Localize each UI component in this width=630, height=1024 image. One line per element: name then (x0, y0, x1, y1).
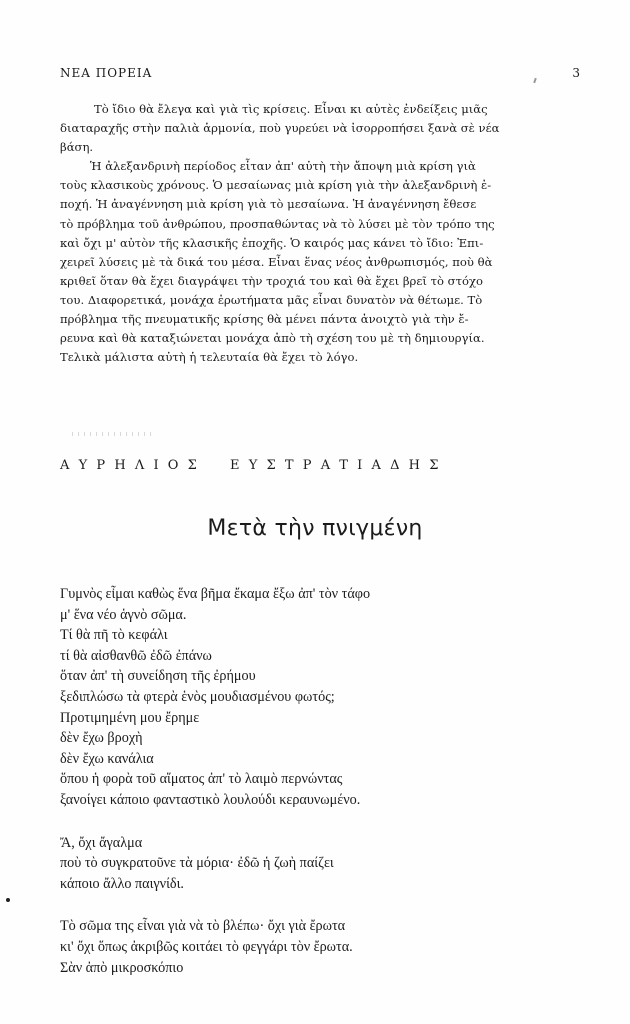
poem-line: δὲν ἔχω κανάλια (60, 750, 154, 767)
print-mark (533, 78, 537, 83)
poem-stanza (60, 584, 590, 811)
poem-line: ποὺ τὸ συγκρατοῦνε τὰ μόρια· ἐδῶ ἡ ζωὴ παίζει (60, 855, 334, 872)
essay-line: του. Διαφορετικά, μονάχα ἐρωτήματα μᾶς εἶναι δυνατὸν νὰ θέτωμε. Τὸ (60, 292, 483, 307)
essay-line: διαταραχῆς στὴν παλιὰ ἁρμονία, ποὺ γυρεύει νὰ ἰσορροπήσει ξανὰ σὲ νέα (60, 121, 500, 136)
margin-dot (6, 898, 10, 902)
poem-line: Ἄ, ὄχι ἄγαλμα (60, 834, 143, 851)
poem-line: κι' ὄχι ὅπως ἀκριβῶς κοιτάει τὸ φεγγάρι τὸν ἔρωτα. (60, 938, 353, 955)
poem-line: Τί θὰ πῆ τὸ κεφάλι (60, 627, 168, 644)
essay-line: καὶ ὄχι μ' αὐτὸν τῆς κλασικῆς ἐποχῆς. Ὁ καιρός μας κάνει τὸ ἴδιο: Ἐπι- (60, 235, 484, 250)
author-name (60, 458, 590, 473)
essay-line: Τελικὰ μάλιστα αὐτὴ ἡ τελευταία θὰ ἔχει τὸ λόγο. (60, 350, 359, 365)
poem-line: δὲν ἔχω βροχὴ (60, 730, 143, 747)
poem-line: ξανοίγει κάποιο φανταστικὸ λουλούδι κεραυνωμένο. (60, 791, 361, 808)
poem-line: ξεδιπλώσω τὰ φτερὰ ἑνὸς μουδιασμένου φωτός; (60, 688, 335, 705)
page-number: 3 (572, 66, 580, 80)
poem-line: Γυμνὸς εἶμαι καθὼς ἕνα βῆμα ἔκαμα ἔξω ἀπ' τὸν τάφο (60, 586, 371, 602)
poem-line: Τὸ σῶμα της εἶναι γιὰ νὰ τὸ βλέπω· ὄχι γιὰ ἔρωτα (60, 918, 346, 935)
essay-text (60, 100, 585, 367)
poem-title: Μετὰ τὴν πνιγμένη (207, 516, 423, 541)
print-speckle (72, 432, 152, 436)
essay-line: τὸ πρόβλημα τοῦ ἀνθρώπου, προσπαθώντας νὰ τὸ λύσει μὲ τὸν τρόπο της (60, 216, 495, 231)
poem-line: ὅπου ἡ φορὰ τοῦ αἵματος ἀπ' τὸ λαιμὸ περνώντας (60, 771, 343, 788)
poem-line: κάποιο ἄλλο παιγνίδι. (60, 875, 184, 892)
running-title: ΝΕΑ ΠΟΡΕΙΑ (60, 66, 153, 80)
poem-stanza (60, 916, 590, 978)
author-last-name: ΕΥΣΤΡΑΤΙΑΔΗΣ (230, 458, 448, 473)
essay-line: κριθεῖ ὅταν θὰ ἔχει διαγράψει τὴν τροχιά του καὶ θὰ ἔχει βρεῖ τὸ στόχο (60, 273, 483, 288)
poem-line: ὅταν ἀπ' τὴ συνείδηση τῆς ἐρήμου (60, 668, 256, 685)
essay-line: Τὸ ἴδιο θὰ ἔλεγα καὶ γιὰ τὶς κρίσεις. Εἶναι κι αὐτὲς ἐνδείξεις μιᾶς (94, 102, 488, 116)
essay-line: χειρεῖ λύσεις μὲ τὰ δικά του μέσα. Εἶναι ἕνας νέος ἀνθρωπισμός, ποὺ θὰ (60, 254, 493, 269)
author-first-name: ΑΥΡΗΛΙΟΣ (60, 458, 207, 473)
essay-line: πρόβλημα τῆς πνευματικῆς κρίσης θὰ μένει πάντα ἀνοιχτὸ γιὰ τὴν ἔ- (60, 312, 469, 327)
poem-line: μ' ἕνα νέο ἁγνὸ σῶμα. (60, 606, 187, 623)
essay-line: ποχή. Ἡ ἀναγέννηση μιὰ κρίση γιὰ τὸ μεσαίωνα. Ἡ ἀναγέννηση ἔθεσε (60, 197, 477, 212)
essay-line: τοὺς κλασικοὺς χρόνους. Ὁ μεσαίωνας μιὰ κρίση γιὰ τὴν ἀλεξανδρινὴ ἐ- (60, 178, 492, 193)
poem-stanza (60, 833, 590, 895)
essay-line: Ἡ ἀλεξανδρινὴ περίοδος εἶταν ἀπ' αὐτὴ τὴν ἄποψη μιὰ κρίση γιὰ (90, 159, 476, 174)
poem-line: τί θὰ αἰσθανθῶ ἐδῶ ἐπάνω (60, 647, 212, 664)
poem-line: Προτιμημένη μου ἔρημε (60, 709, 200, 726)
essay-line: ρευνα καὶ θὰ καταξιώνεται μονάχα ἀπὸ τὴ σχέση του μὲ τὴ δημιουργία. (60, 331, 485, 346)
essay-line: βάση. (60, 140, 94, 155)
poem-line: Σὰν ἀπὸ μικροσκόπιο (60, 959, 184, 976)
poem-body (60, 584, 590, 1000)
